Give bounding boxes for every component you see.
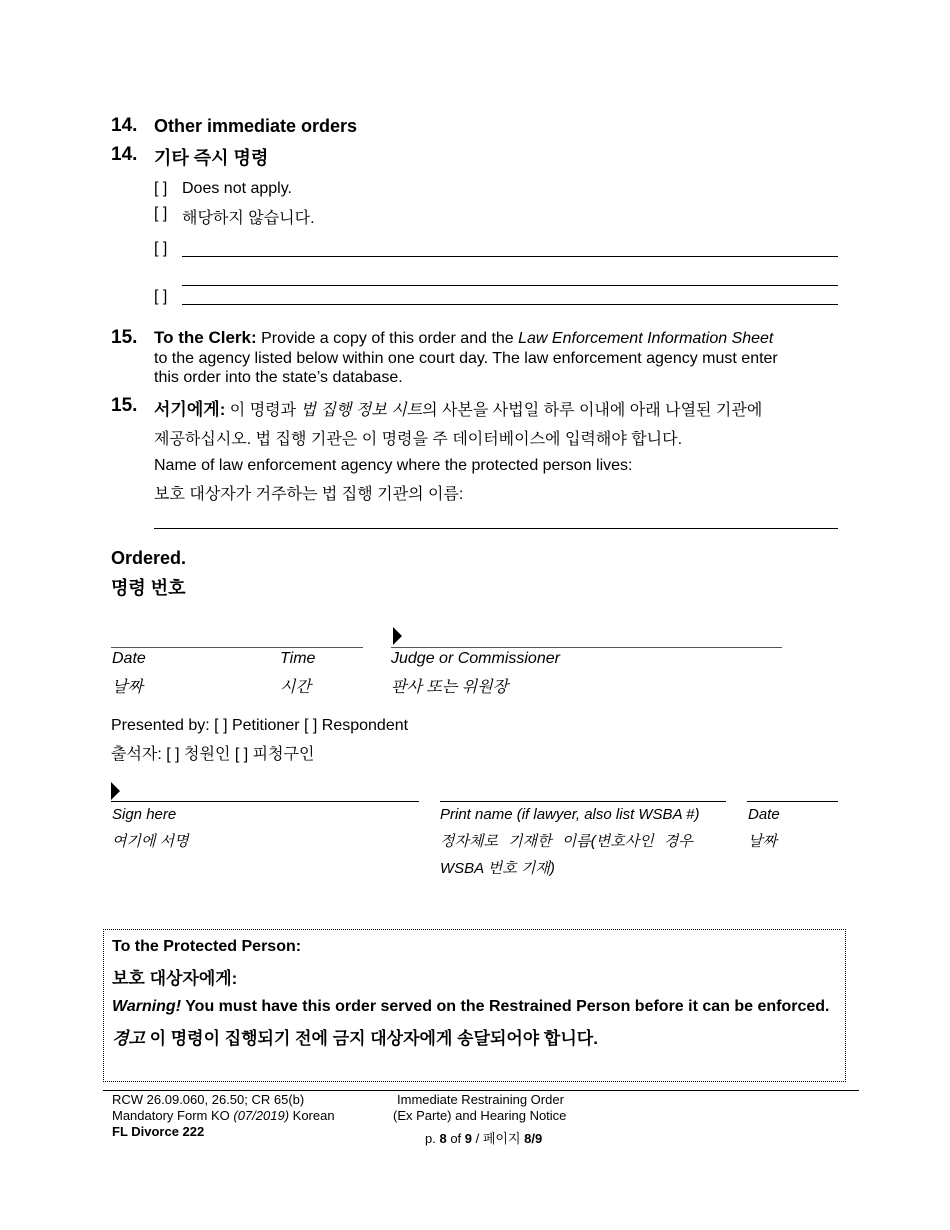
agency-label-en: Name of law enforcement agency where the protected person lives: (154, 457, 633, 474)
other-order-line-3[interactable] (182, 304, 838, 305)
judge-label-en: Judge or Commissioner (391, 650, 560, 667)
date-label-ko: 날짜 (112, 679, 143, 696)
sign-here-label-en: Sign here (112, 806, 177, 823)
page-ko-frac: 8/9 (524, 1131, 543, 1146)
time-label-en: Time (280, 650, 316, 667)
print-name-label-en: Print name (if lawyer, also list WSBA #) (440, 806, 700, 823)
date-line[interactable] (747, 801, 838, 802)
page-p: p. (425, 1131, 440, 1146)
print-name-label-ko-2: WSBA 번호 기재) (440, 860, 555, 877)
law-enforcement-sheet-title: Law Enforcement Information Sheet (518, 330, 774, 347)
footer-form-name: FL Divorce 222 (112, 1124, 205, 1139)
footer-form-suffix: Korean (289, 1108, 335, 1123)
checkbox-other-2[interactable]: [ ] (154, 288, 168, 305)
date-time-line[interactable] (111, 647, 363, 648)
presented-by-ko[interactable]: 출석자: [ ] 청원인 [ ] 피청구인 (111, 746, 315, 763)
footer-form-prefix: Mandatory Form KO (112, 1108, 234, 1123)
warning-label-ko: 경고 (112, 1029, 145, 1048)
law-enforcement-sheet-title-ko: 법 집행 정보 시트 (300, 402, 423, 419)
date-label-2-ko: 날짜 (748, 833, 777, 850)
clerk-label-ko: 서기에게: (154, 400, 226, 419)
section-14-number-ko: 14. (111, 144, 138, 165)
clerk-text-ko-2: 의 사본을 사법일 하루 이내에 아래 나열된 기관에 (422, 402, 763, 419)
footer-page-number (425, 1128, 542, 1147)
agency-name-line[interactable] (154, 528, 838, 529)
date-label-en: Date (112, 650, 146, 667)
section-15-ko-line1 (154, 395, 762, 420)
checkbox-not-apply[interactable]: [ ] (154, 180, 168, 197)
print-name-line[interactable] (440, 801, 726, 802)
sign-here-label-ko: 여기에 서명 (112, 833, 189, 850)
section-14-number: 14. (111, 115, 138, 136)
section-14-title-en: Other immediate orders (154, 116, 358, 136)
checkbox-other-1[interactable]: [ ] (154, 240, 168, 257)
print-name-label-ko: 정자체로 기재한 이름(변호사인 경우 (440, 833, 693, 850)
other-order-line-1[interactable] (182, 256, 838, 257)
checkbox-not-apply-ko[interactable]: [ ] (154, 205, 168, 222)
clerk-text-en: Provide a copy of this order and the (256, 330, 519, 347)
warning-text-ko: 이 명령이 집행되기 전에 금지 대상자에게 송달되어야 합니다. (144, 1029, 598, 1048)
warning-label-en: Warning! (112, 998, 182, 1015)
footer-form (112, 1108, 335, 1123)
warning-en (112, 998, 830, 1016)
date-label-2-en: Date (748, 806, 780, 823)
clerk-text-ko: 이 명령과 (225, 402, 301, 419)
footer-form-date: (07/2019) (233, 1108, 290, 1123)
clerk-label-en: To the Clerk: (154, 328, 257, 347)
agency-label-ko: 보호 대상자가 거주하는 법 집행 기관의 이름: (154, 486, 464, 503)
ordered-label-ko: 명령 번호 (111, 578, 186, 598)
page-ko: / 페이지 (472, 1131, 525, 1146)
warning-ko (112, 1024, 598, 1049)
section-15-en-line2: to the agency listed below within one court day. The law enforcement agency must enter (154, 350, 778, 367)
judge-label-ko: 판사 또는 위원장 (391, 679, 509, 696)
section-15-ko-line2: 제공하십시오. 법 집행 기관은 이 명령을 주 데이터베이스에 입력해야 합니다. (154, 431, 683, 448)
section-14-title-ko: 기타 즉시 명령 (154, 148, 269, 168)
section-15-number-ko: 15. (111, 395, 138, 416)
presented-by-en[interactable]: Presented by: [ ] Petitioner [ ] Respondent (111, 717, 409, 734)
time-label-ko: 시간 (280, 679, 311, 696)
warning-text-en: You must have this order served on the Restrained Person before it can be enforced. (181, 998, 830, 1015)
judge-signature-line[interactable] (391, 647, 782, 648)
notice-title-ko: 보호 대상자에게: (112, 969, 238, 988)
footer-title-2: (Ex Parte) and Hearing Notice (393, 1108, 567, 1123)
section-15-number: 15. (111, 327, 138, 348)
sign-arrow-icon (393, 627, 402, 645)
page-of: of (446, 1131, 465, 1146)
section-15-en-line1 (154, 328, 773, 348)
page-total: 9 (464, 1131, 473, 1146)
page-current: 8 (439, 1131, 447, 1146)
not-apply-label-ko: 해당하지 않습니다. (182, 210, 315, 227)
footer-rcw: RCW 26.09.060, 26.50; CR 65(b) (112, 1092, 305, 1107)
ordered-label-en: Ordered. (111, 548, 187, 568)
section-15-en-line3: this order into the state’s database. (154, 369, 403, 386)
footer-rule (103, 1090, 859, 1091)
notice-title-en: To the Protected Person: (112, 938, 302, 955)
other-order-line-2[interactable] (182, 285, 838, 286)
sign-here-arrow-icon (111, 782, 120, 800)
not-apply-label-en: Does not apply. (182, 180, 292, 197)
footer-title-1: Immediate Restraining Order (397, 1092, 564, 1107)
sign-here-line[interactable] (111, 801, 419, 802)
